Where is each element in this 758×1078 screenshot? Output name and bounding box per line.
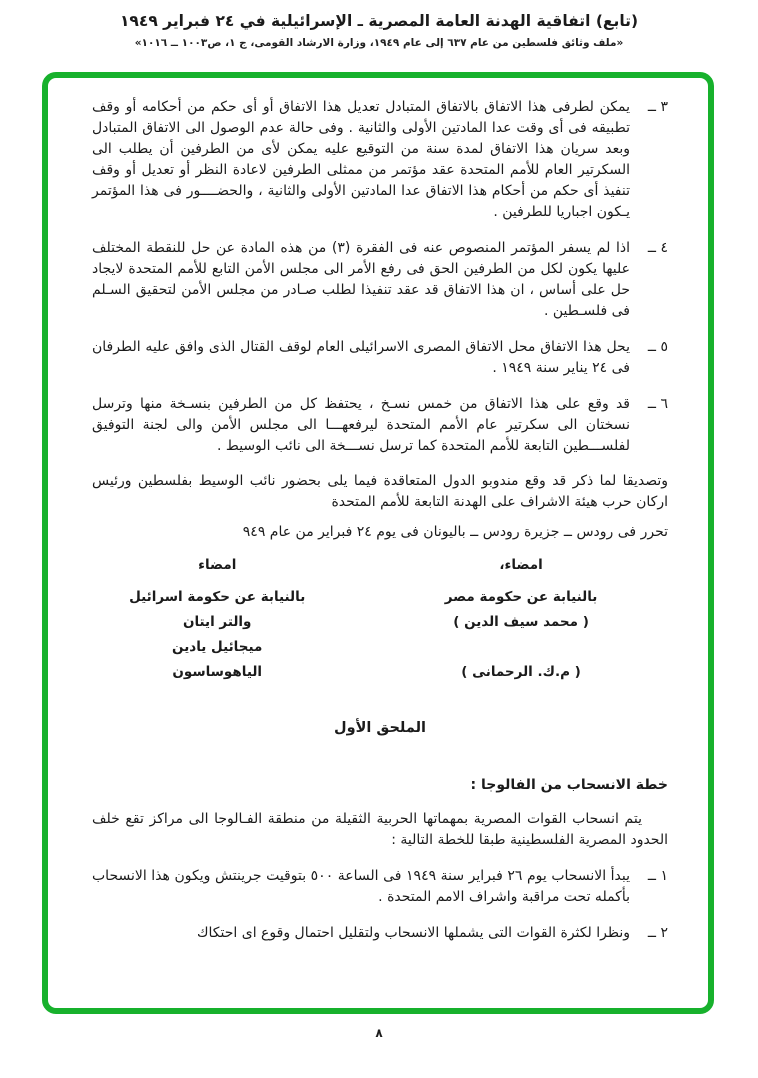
signatory-name: ( م.ك. الرحمانى ) — [461, 664, 581, 680]
clause-text: ونظرا لكثرة القوات التى يشملها الانسحاب ولتقليل احتمال وقوع اى احتكاك — [197, 925, 630, 941]
clause-4 — [92, 238, 668, 322]
clause-5 — [92, 337, 668, 379]
signatory-name: والتر ايتان — [182, 614, 252, 630]
clause-number: ٣ ــ — [647, 99, 668, 115]
document-body — [92, 92, 668, 944]
clause-text: يبدأ الانسحاب يوم ٢٦ فبراير سنة ١٩٤٩ فى الساعة ٥٠٠ بتوقيت جرينتش ويكون هذا الانسحاب بأكمله تحت مراقبة واشراف الامم المتحدة . — [92, 868, 631, 905]
clause-text: يحل هذا الاتفاق محل الاتفاق المصرى الاسرائيلى العام لوقف القتال الذى وافق عليه الطرفان فى ٢٤ يناير سنة ١٩٤٩ . — [92, 339, 630, 376]
signatory-name: ( محمد سيف الدين ) — [453, 614, 589, 630]
clause-number: ٤ ــ — [647, 240, 668, 256]
dateline: تحرر فى رودس ــ جزيرة رودس ــ باليونان فى يوم ٢٤ فبراير من عام ٩٤٩ — [242, 524, 668, 540]
signature-block — [92, 555, 668, 682]
annex-title: الملحق الأول — [334, 720, 426, 736]
signature-column-israel — [102, 555, 332, 682]
signature-column-egypt — [400, 555, 642, 682]
annex-intro: يتم انسحاب القوات المصرية بمهماتها الحربية الثقيلة من منطقة الفـالوجا الى مراكز تقع خلف الحدود المصرية الفلسطينية طبقا للخطة التالية : — [92, 811, 668, 848]
clause-number: ٦ ــ — [647, 396, 668, 412]
clause-number: ١ ــ — [647, 868, 668, 884]
signatory-name: الياهوساسون — [172, 664, 263, 680]
document-header — [0, 12, 758, 49]
document-title: (تابع) اتفاقية الهدنة العامة المصرية ـ الإسرائيلية في ٢٤ فبراير ١٩٤٩ — [119, 12, 639, 30]
clause-number: ٢ ــ — [647, 925, 668, 941]
clause-text: قد وقع على هذا الاتفاق من خمس نسـخ ، يحتفظ كل من الطرفين بنسـخة منها وترسل نسختان الى سكرتير عام الأمم المتحدة ليرفعهـــا الى مجلس الأمن والى لجنة التوفيق لفلســـطين التابعة للأمم المتحدة كما ترسل نســـخة الى نائب الوسيط . — [92, 396, 630, 454]
page-number: ٨ — [375, 1026, 383, 1040]
signature-party: بالنيابة عن حكومة اسرائيل — [129, 589, 306, 605]
closing-paragraph: وتصديقا لما ذكر قد وقع مندوبو الدول المتعاقدة فيما يلى بحضور نائب الوسيط بفلسطين ورئيس اركان حرب هيئة الاشراف على الهدنة التابعة للأمم المتحدة — [92, 473, 668, 510]
annex-subtitle: خطة الانسحاب من الفالوجا : — [470, 777, 668, 793]
clause-6 — [92, 394, 668, 457]
clause-3 — [92, 97, 668, 223]
clause-text: يمكن لطرفى هذا الاتفاق بالاتفاق المتبادل تعديل هذا الاتفاق أو أى حكم من أحكامه أو وقف تطبيقه فى أى وقت عدا المادتين الأولى والثانية . وفى حالة عدم الوصول الى الاتفاق المتبادل وبعد سريان هذا الاتفاق لمدة سنة من التوقيع عليه يمكن لأى من الطرفين أن يطلب الى السكرتير العام للأمم المتحدة عقد مؤتمر من ممثلى الطرفين لاعادة النظر أو تعديل أو وقف تنفيذ أى حكم من أحكام هذا الاتفاق عدا المادتين الأولى والثانية ، والحضــــور فى هذا المؤتمر يـكون اجباريا للطرفين . — [92, 99, 630, 220]
signatory-name: ميجائيل يادين — [172, 639, 263, 655]
clause-number: ٥ ــ — [647, 339, 668, 355]
signature-label: امضاء، — [499, 557, 543, 573]
document-source-citation: «ملف وثائق فلسطين من عام ٦٣٧ إلى عام ١٩٤٩، وزارة الارشاد القومى، ج ١، ص١٠٠٣ ــ ١٠١٦» — [134, 37, 624, 49]
signature-label: امضاء — [198, 557, 237, 573]
annex-clause-2 — [92, 923, 668, 944]
signature-party: بالنيابة عن حكومة مصر — [444, 589, 598, 605]
clause-text: اذا لم يسفر المؤتمر المنصوص عنه فى الفقرة (٣) من هذه المادة عن حل للنقطة المختلف عليها يكون لكل من الطرفين الحق فى رفع الأمر الى مجلس الأمن التابع للأمم المتحدة لايجاد حل على أساس ، ان هذا الاتفاق قد عقد تنفيذا لطلب صـادر من مجلس الأمن لتحقيق السـلم فى فلسـطين . — [92, 240, 630, 319]
annex-clause-1 — [92, 866, 668, 908]
